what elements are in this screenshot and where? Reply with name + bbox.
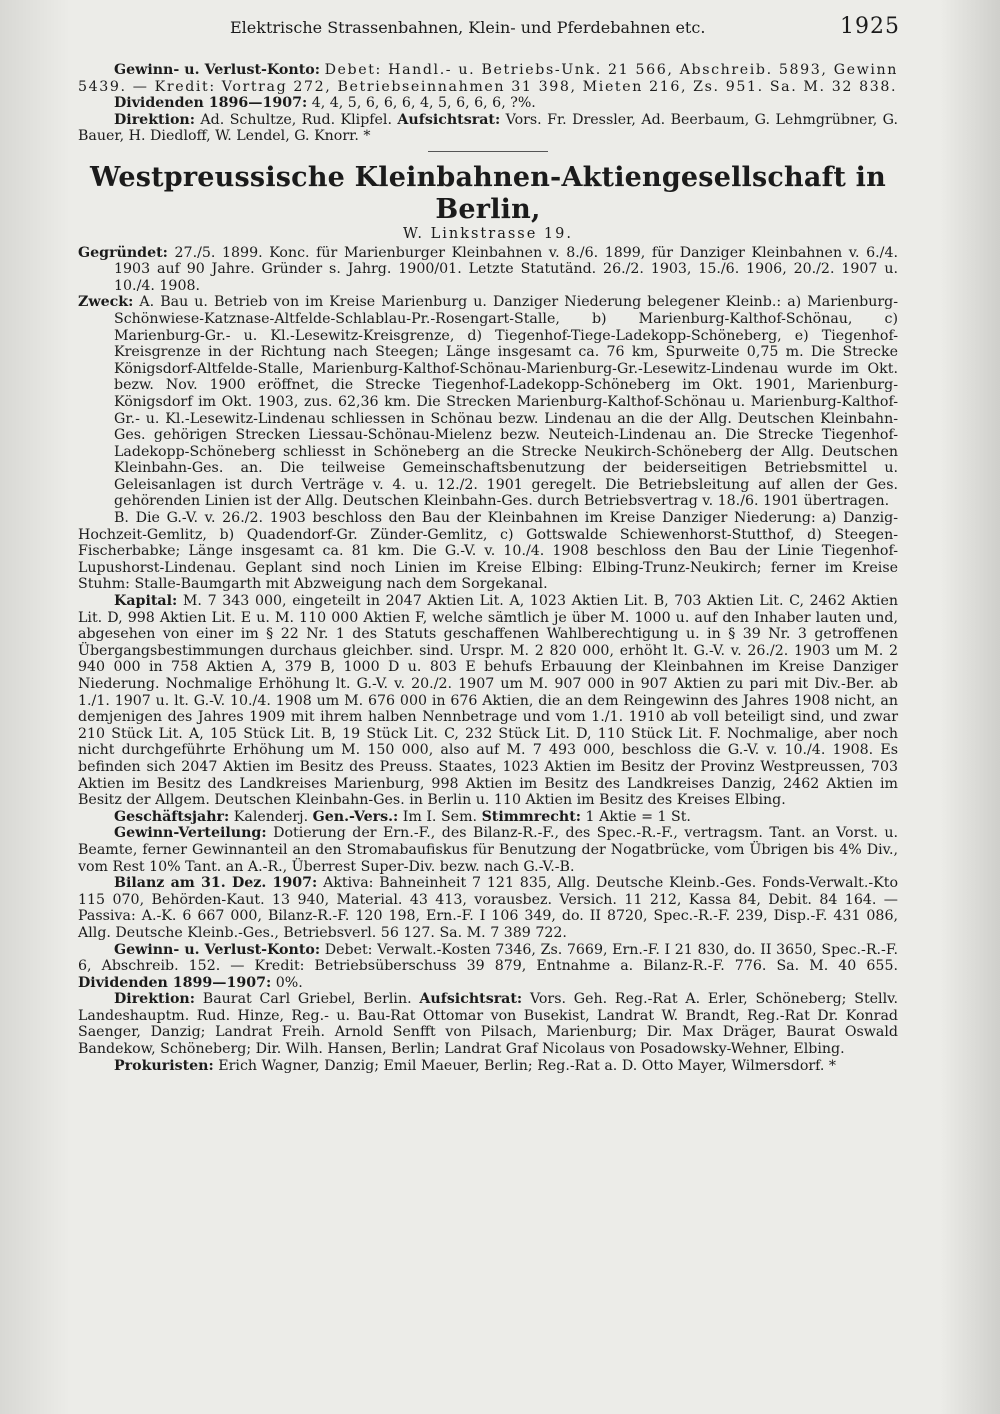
direktion-text: Baurat Carl Griebel, Berlin. [202, 991, 412, 1008]
geschaeftsjahr-text: Kalenderj. [233, 808, 309, 825]
gegruendet-label: Gegründet: [78, 244, 168, 261]
prokuristen-paragraph [78, 1058, 898, 1075]
stimmrecht-label: Stimmrecht: [481, 808, 582, 825]
prev-div-paragraph [78, 95, 898, 112]
prev-aufs-label: Aufsichtsrat: [397, 111, 501, 128]
kapital-label: Kapital: [114, 593, 178, 610]
prokuristen-text: Erich Wagner, Danzig; Emil Maeuer, Berlin; Reg.-Rat a. D. Otto Mayer, Wilmersdorf. * [218, 1057, 837, 1074]
prev-aufs-text: Vors. Fr. Dressler, Ad. Beerbaum, G. Lehmgrübner, G. Bauer, H. Diedloff, W. Lendel, G. Knorr. * [78, 111, 898, 145]
gen-vers-text: Im I. Sem. [402, 808, 478, 825]
direktion-label: Direktion: [114, 991, 195, 1008]
gewinn-verteilung-label: Gewinn-Verteilung: [114, 825, 267, 842]
zweck-b-paragraph [78, 510, 898, 593]
stimmrecht-text: 1 Aktie = 1 St. [585, 808, 691, 825]
gv-konto-text: Debet: Verwalt.-Kosten 7346, Zs. 7669, Ern.-F. I 21 830, do. II 3650, Spec.-R.-F. 6, Abschreib. 152. — Kredit: Betriebsüberschuss 39 879, Entnahme a. Bilanz-R.-F. 776. Sa. M. 40 655. [78, 941, 898, 975]
gewinn-verteilung-paragraph [78, 825, 898, 875]
gegruendet-text: 27./5. 1899. Konc. für Marienburger Kleinbahnen v. 8./6. 1899, für Danziger Kleinbahnen v. 6./4. 1903 auf 90 Jahre. Gründer s. Jahrg. 1900/01. Letzte Statutänd. 26./2. 1903, 15./6. 1906, 20./2. 1907 u. 10./4. 1908. [114, 244, 898, 294]
prev-dir-label: Direktion: [114, 111, 195, 128]
prev-div-label: Dividenden 1896—1907: [114, 95, 308, 112]
gv-konto-paragraph [78, 942, 898, 992]
zweck-b-text: B. Die G.-V. v. 26./2. 1903 beschloss den Bau der Kleinbahnen im Kreise Danziger Niederung: a) Danzig-Hochzeit-Gemlitz, b) Quadendorf-Gr. Zünder-Gemlitz, c) Gottswalde Schiewenhorst-Stutthof, d) Steegen-Fischerbabke; Länge insgesamt ca. 81 km. Die G.-V. v. 10./4. 1908 beschloss den Bau der Linie Tiegenhof-Lupushorst-Lindenau. Geplant sind noch Linien im Kreise Elbing: Elbing-Trunz-Neukirch; ferner im Kreise Stuhm: Stalle-Baumgarth mit Abzweigung nach dem Sorgekanal. [78, 510, 898, 593]
prev-dir-paragraph [78, 112, 898, 145]
prev-gv-label: Gewinn- u. Verlust-Konto: [114, 62, 320, 78]
gewinn-verteilung-text: Dotierung der Ern.-F., des Bilanz-R.-F., des Spec.-R.-F., vertragsm. Tant. an Vorst. u. Beamte, ferner Gewinnanteil an den Stromabaufiskus für Benutzung der Nogatbrücke, vom Übrigen bis 4% Div., vom Rest 10% Tant. an A.-R., Überrest Super-Div. bezw. nach G.-V.-B. [78, 825, 898, 875]
prev-div-text: 4, 4, 5, 6, 6, 6, 4, 5, 6, 6, 6, ?%. [311, 95, 536, 112]
running-header-title: Elektrische Strassenbahnen, Klein- und Pferdebahnen etc. [230, 18, 706, 37]
gegruendet-paragraph [78, 245, 898, 295]
geschaeftsjahr-label: Geschäftsjahr: [114, 808, 230, 825]
company-title: Westpreussische Kleinbahnen-Aktiengesellschaft in Berlin, [90, 161, 886, 225]
running-header [230, 14, 900, 39]
prokuristen-label: Prokuristen: [114, 1057, 214, 1074]
zweck-paragraph [78, 294, 898, 510]
section-divider [428, 151, 548, 152]
bilanz-label: Bilanz am 31. Dez. 1907: [114, 875, 318, 892]
dividenden-text: 0%. [275, 974, 303, 991]
prev-gv-text: Debet: Handl.- u. Betriebs-Unk. 21 566, Abschreib. 5893, Gewinn 5439. — Kredit: Vortrag 272, Betriebseinnahmen 31 398, Mieten 216, Zs. 951. Sa. M. 32 838. [78, 62, 898, 95]
page-number: 1925 [840, 14, 900, 39]
aufsichtsrat-text: Vors. Geh. Reg.-Rat A. Erler, Schöneberg; Stellv. Landeshauptm. Rud. Hinze, Reg.- u. Bau-Rat Ottomar von Busekist, Landrat W. Brandt, Reg.-Rat Dr. Konrad Saenger, Danzig; Landrat Freih. Arnold Senfft von Pilsach, Marienburg; Dir. Max Dräger, Baurat Oswald Bandekow, Schöneberg; Dir. Wilh. Hansen, Berlin; Landrat Graf Nicolaus von Posadowsky-Wehner, Elbing. [78, 991, 898, 1058]
gen-vers-label: Gen.-Vers.: [312, 808, 399, 825]
zweck-label: Zweck: [78, 294, 134, 311]
kapital-paragraph [78, 593, 898, 809]
geschaeftsjahr-paragraph [78, 809, 898, 826]
dividenden-label: Dividenden 1899—1907: [78, 974, 272, 991]
prev-gv-paragraph [78, 62, 898, 95]
bilanz-paragraph [78, 875, 898, 941]
text-column [78, 62, 898, 1074]
page-edge-shadow [940, 0, 1000, 1414]
bilanz-text: Aktiva: Bahneinheit 7 121 835, Allg. Deutsche Kleinb.-Ges. Fonds-Verwalt.-Kto 115 070, Behörden-Kaut. 13 940, Material. 43 413, vorausbez. Versich. 11 212, Kassa 84, Debit. 84 164. — Passiva: A.-K. 6 667 000, Bilanz-R.-F. 120 198, Ern.-F. I 106 349, do. II 8720, Spec.-R.-F. 239, Disp.-F. 431 086, Allg. Deutsche Kleinb.-Ges., Betriebsverl. 56 127. Sa. M. 7 389 722. [78, 875, 899, 941]
zweck-text: A. Bau u. Betrieb von im Kreise Marienburg u. Danziger Niederung belegener Kleinb.: a) Marienburg-Schönwiese-Katznase-Altfelde-Schlablau-Pr.-Rosengart-Stalle, b) Marienburg-Kalthof-Schönau, c) Marienburg-Gr.- u. Kl.-Lesewitz-Kreisgrenze, d) Tiegenhof-Tiege-Ladekopp-Schöneberg, e) Tiegenhof-Kreisgrenze in der Richtung nach Steegen; Länge insgesamt ca. 76 km, Spurweite 0,75 m. Die Strecke Königsdorf-Altfelde-Stalle, Marienburg-Kalthof-Schönau-Marienburg-Gr.-Lesewitz-Lindenau wurde im Okt. bezw. Nov. 1900 eröffnet, die Strecke Tiegenhof-Ladekopp-Schöneberg im Okt. 1901, Marienburg-Königsdorf im Okt. 1903, zus. 62,36 km. Die Strecken Marienburg-Kalthof-Schönau u. Marienburg-Kalthof-Gr.- u. Kl.-Lesewitz-Lindenau schliessen in Schönau bezw. Lindenau an die der Allg. Deutschen Kleinbahn-Ges. gehörigen Strecken Liessau-Schönau-Mielenz bezw. Neuteich-Lindenau an. Die Strecke Tiegenhof-Ladekopp-Schöneberg schliesst in Schöneberg an die Strecke Neukirch-Schöneberg der Allg. Deutschen Kleinbahn-Ges. an. Die teilweise Gemeinschaftsbenutzung der beiderseitigen Betriebsmittel u. Geleisanlagen ist durch Verträge v. 4. u. 12./2. 1901 geregelt. Die Betriebsleitung auf allen der Ges. gehörenden Linien ist der Allg. Deutschen Kleinbahn-Ges. durch Betriebsvertrag v. 18./6. 1901 übertragen. [114, 294, 898, 510]
aufsichtsrat-label: Aufsichtsrat: [419, 991, 523, 1008]
kapital-text: M. 7 343 000, eingeteilt in 2047 Aktien Lit. A, 1023 Aktien Lit. B, 703 Aktien Lit. C, 2462 Aktien Lit. D, 998 Aktien Lit. E u. M. 110 000 Aktien F, welche sämtlich je über M. 1000 u. auf den Inhaber lauten und, abgesehen von einer im § 22 Nr. 1 des Statuts geschaffenen Wahlberechtigung u. in § 39 Nr. 3 getroffenen Übergangsbestimmungen durchaus gleichber. sind. Urspr. M. 2 820 000, erhöht lt. G.-V. v. 26./2. 1903 um M. 2 940 000 in 758 Aktien A, 379 B, 1000 D u. 803 E behufs Erbauung der Kleinbahnen im Kreise Danziger Niederung. Nochmalige Erhöhung lt. G.-V. v. 20./2. 1907 um M. 907 000 in 907 Aktien zu pari mit Div.-Ber. ab 1./1. 1907 u. lt. G.-V. 10./4. 1908 um M. 676 000 in 676 Aktien, die an dem Reingewinn des Jahres 1908 nicht, an demjenigen des Jahres 1909 mit ihrem halben Nennbetrage und vom 1./1. 1910 ab voll beteiligt sind, und zwar 210 Stück Lit. A, 105 Stück Lit. B, 19 Stück Lit. C, 232 Stück Lit. D, 110 Stück Lit. F. Nochmalige, aber noch nicht durchgeführte Erhöhung um M. 150 000, also auf M. 7 493 000, beschloss die G.-V. v. 10./4. 1908. Es befinden sich 2047 Aktien im Besitz des Preuss. Staates, 1023 Aktien im Besitz der Provinz Westpreussen, 703 Aktien im Besitz des Landkreises Marienburg, 998 Aktien im Besitz des Landkreises Danzig, 2462 Aktien im Besitz der Allgem. Deutschen Kleinbahn-Ges. in Berlin u. 110 Aktien im Besitz des Kreises Elbing. [78, 593, 898, 809]
page-gutter-shadow [0, 0, 70, 1414]
prev-dir-text: Ad. Schultze, Rud. Klipfel. [200, 111, 392, 128]
gv-konto-label: Gewinn- u. Verlust-Konto: [114, 941, 321, 958]
direktion-paragraph [78, 991, 898, 1057]
company-address: W. Linkstrasse 19. [403, 225, 573, 242]
